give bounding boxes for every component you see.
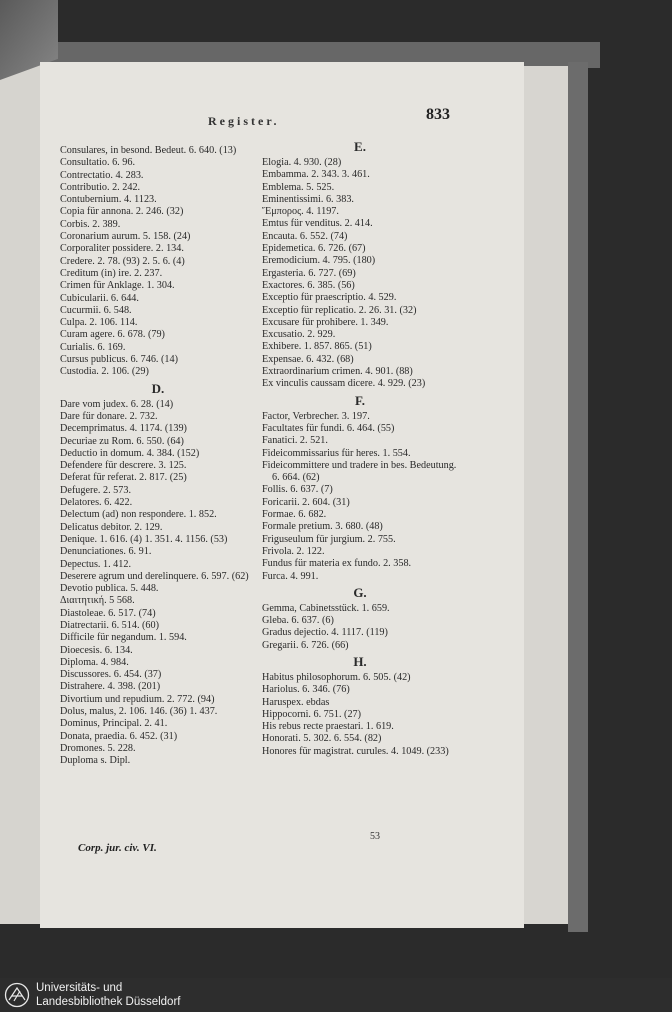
index-entry: Hariolus. 6. 346. (76)	[262, 684, 350, 696]
index-entry: Ex vinculis caussam dicere. 4. 929. (23)	[262, 378, 426, 390]
index-entry: Ἔμπορος. 4. 1197.	[262, 206, 339, 218]
index-entry: Cursus publicus. 6. 746. (14)	[60, 354, 179, 366]
index-entry: Distrahere. 4. 398. (201)	[60, 681, 161, 693]
index-entry: Gregarii. 6. 726. (66)	[262, 639, 349, 651]
section-letter: H.	[353, 653, 367, 669]
index-entry: Exceptio für praescriptio. 4. 529.	[262, 292, 397, 304]
index-entry: Gleba. 6. 637. (6)	[262, 615, 334, 627]
index-entry: Dare für donare. 2. 732.	[60, 410, 158, 422]
index-entry: Contributio. 2. 242.	[60, 181, 141, 193]
index-entry: Fundus für materia ex fundo. 2. 358.	[262, 558, 412, 570]
index-entry: Depectus. 1. 412.	[60, 558, 132, 570]
index-entry: Denunciationes. 6. 91.	[60, 546, 152, 558]
index-entry: Creditum (in) ire. 2. 237.	[60, 267, 163, 279]
section-letter: F.	[355, 392, 365, 408]
index-entry: Fideicommissarius für heres. 1. 554.	[262, 447, 411, 459]
index-entry: Hippocorni. 6. 751. (27)	[262, 708, 362, 720]
index-entry: Donata, praedia. 6. 452. (31)	[60, 730, 178, 742]
library-logo-icon	[4, 982, 30, 1008]
library-footer	[0, 978, 672, 1012]
index-entry: Delatores. 6. 422.	[60, 497, 133, 509]
volume-mark: Corp. jur. civ. VI.	[78, 842, 157, 854]
index-entry: Deserere agrum und derelinquere. 6. 597. (62)	[60, 570, 249, 582]
index-entry: Diastoleae. 6. 517. (74)	[60, 607, 156, 619]
index-entry: Diploma. 4. 984.	[60, 656, 129, 668]
index-entry: Frivola. 2. 122.	[262, 545, 325, 557]
section-letter: E.	[354, 139, 366, 154]
index-entry: Διαιτητική. 5 568.	[60, 595, 135, 607]
index-entry: Expensae. 6. 432. (68)	[262, 353, 354, 365]
index-entry: Defendere für descrere. 3. 125.	[60, 460, 187, 472]
index-entry: Excusare für prohibere. 1. 349.	[262, 316, 389, 328]
index-entry: Delicatus debitor. 2. 129.	[60, 521, 163, 533]
index-entry: Emblema. 5. 525.	[262, 181, 335, 193]
index-entry: Haruspex. ebdas	[262, 696, 330, 708]
index-column-right	[262, 137, 458, 758]
index-entry: Corbis. 2. 389.	[60, 218, 121, 230]
index-entry: Friguseulum für jurgium. 2. 755.	[262, 533, 396, 545]
index-entry: Formale pretium. 3. 680. (48)	[262, 521, 383, 533]
index-entry: Follis. 6. 637. (7)	[262, 484, 333, 496]
index-entry: Embamma. 2. 343. 3. 461.	[262, 169, 370, 181]
index-entry: His rebus recte praestari. 1. 619.	[262, 721, 394, 733]
section-letter: D.	[151, 380, 165, 396]
index-entry: Dominus, Principal. 2. 41.	[60, 718, 168, 730]
index-entry: Decuriae zu Rom. 6. 550. (64)	[60, 435, 184, 447]
index-entry: Copia für annona. 2. 246. (32)	[60, 206, 184, 218]
index-entry: Ergasteria. 6. 727. (69)	[262, 267, 356, 279]
index-entry: Gemma, Cabinetsstück. 1. 659.	[262, 602, 390, 614]
index-entry: Dromones. 5. 228.	[60, 742, 136, 754]
index-entry: Cucurmii. 6. 548.	[60, 304, 132, 316]
index-entry: Honorati. 5. 302. 6. 554. (82)	[262, 733, 382, 745]
page-number: 833	[426, 106, 450, 123]
index-entry: Cubicularii. 6. 644.	[60, 292, 139, 304]
index-entry: Difficile für negandum. 1. 594.	[60, 632, 187, 644]
index-entry: Consulares, in besond. Bedeut. 6. 640. (13)	[60, 145, 237, 156]
index-entry: Consultatio. 6. 96.	[60, 157, 135, 169]
index-entry: Delectum (ad) non respondere. 1. 852.	[60, 509, 217, 521]
index-entry: Discussores. 6. 454. (37)	[60, 669, 162, 681]
index-entry: Elogia. 4. 930. (28)	[262, 157, 342, 168]
index-entry: Extraordinarium crimen. 4. 901. (88)	[262, 366, 413, 378]
index-entry: Factor, Verbrecher. 3. 197.	[262, 410, 370, 422]
index-entry: Defugere. 2. 573.	[60, 484, 132, 496]
section-letter: G.	[353, 584, 367, 600]
index-entry: Contubernium. 4. 1123.	[60, 194, 157, 206]
index-entry: Eminentissimi. 6. 383.	[262, 193, 354, 205]
index-entry: Diatrectarii. 6. 514. (60)	[60, 619, 160, 631]
index-entry: Decemprimatus. 4. 1174. (139)	[60, 423, 187, 435]
index-entry: Facultates für fundi. 6. 464. (55)	[262, 422, 395, 434]
index-entry: Epidemetica. 6. 726. (67)	[262, 243, 366, 255]
book-cover-right	[568, 62, 588, 932]
index-entry: Emtus für venditus. 2. 414.	[262, 218, 373, 230]
index-entry: Denique. 1. 616. (4) 1. 351. 4. 1156. (53)	[60, 533, 228, 545]
index-entry: Contrectatio. 4. 283.	[60, 169, 144, 181]
index-entry: Formae. 6. 682.	[262, 509, 327, 521]
index-entry: Coronarium aurum. 5. 158. (24)	[60, 231, 191, 243]
index-entry: Excusatio. 2. 929.	[262, 329, 336, 341]
index-column-left	[60, 145, 256, 768]
index-entry: Devotio publica. 5. 448.	[60, 583, 159, 595]
index-entry: Exactores. 6. 385. (56)	[262, 279, 355, 291]
index-entry: Dare vom judex. 6. 28. (14)	[60, 398, 174, 410]
index-entry: Eremodicium. 4. 795. (180)	[262, 255, 376, 267]
index-entry: Crimen für Anklage. 1. 304.	[60, 280, 175, 292]
index-entry: Dioecesis. 6. 134.	[60, 644, 133, 656]
index-entry: Gradus dejectio. 4. 1117. (119)	[262, 627, 388, 639]
index-entry: Corporaliter possidere. 2. 134.	[60, 243, 184, 255]
index-entry: Exceptio für replicatio. 2. 26. 31. (32)	[262, 304, 417, 316]
index-entry: Fanatici. 2. 521.	[262, 435, 328, 447]
index-entry: Honores für magistrat. curules. 4. 1049. (233)	[262, 745, 449, 757]
index-entry: Fideicommittere und tradere in bes. Bedeutung. 6. 664. (62)	[262, 459, 457, 484]
index-entry: Furca. 4. 991.	[262, 570, 319, 582]
library-name-line1: Universitäts- und	[36, 982, 123, 994]
index-entry: Divortium und repudium. 2. 772. (94)	[60, 693, 215, 705]
index-entry: Habitus philosophorum. 6. 505. (42)	[262, 671, 411, 683]
index-entry: Deductio in domum. 4. 384. (152)	[60, 447, 200, 459]
index-entry: Deferat für referat. 2. 817. (25)	[60, 472, 187, 484]
index-entry: Custodia. 2. 106. (29)	[60, 366, 149, 378]
index-entry: Curam agere. 6. 678. (79)	[60, 329, 165, 341]
index-entry: Curialis. 6. 169.	[60, 341, 126, 353]
library-name-line2: Landesbibliothek Düsseldorf	[36, 996, 181, 1008]
library-name	[36, 981, 180, 1009]
index-entry: Culpa. 2. 106. 114.	[60, 317, 138, 329]
index-entry: Duploma s. Dipl.	[60, 755, 131, 767]
page-stack-edge	[522, 66, 573, 924]
signature-mark: 53	[370, 831, 380, 842]
index-entry: Encauta. 6. 552. (74)	[262, 230, 348, 242]
index-entry: Foricarii. 2. 604. (31)	[262, 496, 350, 508]
index-entry: Credere. 2. 78. (93) 2. 5. 6. (4)	[60, 255, 185, 267]
index-entry: Dolus, malus, 2. 106. 146. (36) 1. 437.	[60, 706, 218, 718]
index-entry: Exhibere. 1. 857. 865. (51)	[262, 341, 372, 353]
running-head: Register.	[208, 114, 280, 128]
